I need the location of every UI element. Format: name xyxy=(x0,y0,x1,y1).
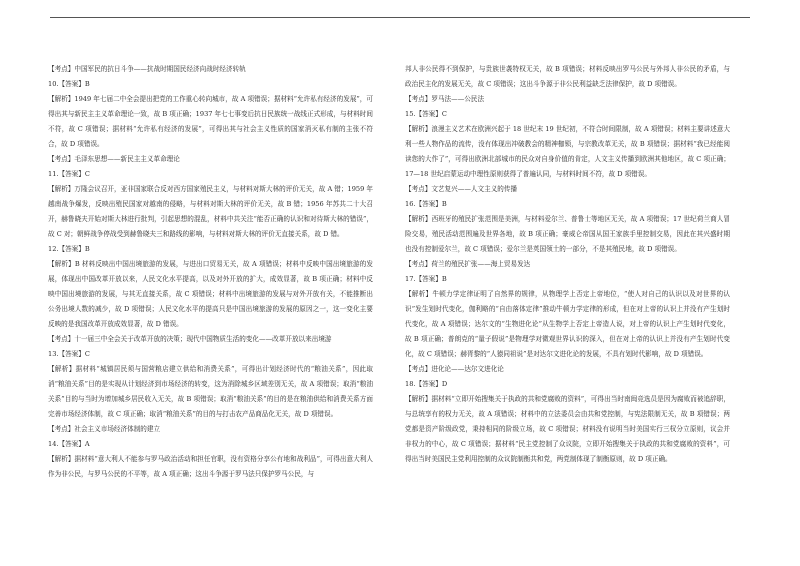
paragraph: 11.【答案】C xyxy=(48,170,90,178)
paragraph: 【解析】牛顿力学定律证明了自然界的规律，从物理学上否定上帝地位，“使人对自己的认识以及对世界的认识”发生划时代变化，伽利略的“自由落体定律”推动牛顿力学定律的形成，但在对上帝的认识上并没有产生划时代变化，故 A 项错误；达尔文的“生物进化论”从生物学上否定上帝造人说，对上帝的认识上产生划时代变化，故 B 项正确；普朗克的“量子假说”是物理学对微观世界认识的深入，但在对上帝的认识上并没有产生划时代变化，故 C 项错误；赫胥黎的“人猿同祖说”是对达尔文进化论的发展，不具有划时代影响，故 D 项错误。 xyxy=(405,290,730,358)
paragraph: 10.【答案】B xyxy=(48,80,90,88)
left-column xyxy=(48,62,373,482)
paragraph: 【解析】据材料“立即开始搜集关于执政的共和党腐败的资料”，可得出当时南闽竞选员是因为腐败而被追辞职，与总统享有的权力无关，故 A 项错误；材料中的立法委员会由共和党控制，与宪法限制无关，故 B 项错误；两党都是资产阶级政党，秉持相同的阶级立场，故 C 项错误；材料没有说明当时美国实行三权分立原则，议会并非权力的中心，故 C 项错误；据材料“民主党控制了众议院，立即开始搜集关于执政的共和党腐败的资料”，可得出当时美国民主党利用控制的众议院制衡共和党，两党制体现了制衡原则，故 D 项正确。 xyxy=(405,395,730,463)
paragraph: 【解析】B 材料反映出中国出境旅游的发展，与进出口贸易无关，故 A 项错误；材料中反映中国出境旅游的发展，体现出中国改革开放以来，人民文化水平提高，以及对外开放的扩大，成效显著，故 B 项正确；材料中反映中国出境旅游的发展，与其无直接关系，故 C 项错误；材料中出境旅游的发展与对外开放有关，不能推断出公务出境人数的减少，故 D 项错误；人民文化水平的提高只是中国出境旅游的发展的原因之一，这一变化主要反映的是我国改革开放成效显著，故 D 错误。 xyxy=(48,260,373,328)
paragraph: 15.【答案】C xyxy=(405,110,447,118)
paragraph: 【考点】进化论——达尔文进化论 xyxy=(405,365,504,373)
paragraph: 【考点】毛泽东思想——新民主主义革命理论 xyxy=(48,155,180,163)
paragraph: 【解析】浪漫主义艺术在欧洲兴起于 18 世纪末 19 世纪初，不符合时间限制，故 A 项错误；材料主要讲述意大利一些人物作品的流传，没有体现出冲破教会的精神枷锁，与宗教改革无关，故 B 项错误；据材料“我已经能阅读您的大作了”，可得出欧洲北部城市的民众对自身价值的肯定，人文主义传播到欧洲其他地区，故 C 项正确；17—18 世纪启蒙运动中理性原则获得了普遍认同，与材料时间不符，故 D 项错误。 xyxy=(405,125,730,178)
paragraph: 【解析】西班牙的殖民扩张范围是美洲，与材料爱尔兰、普鲁士等地区无关，故 A 项错误；17 世纪荷兰商人冒险交易，殖民活动范围遍及世界各地，故 B 项正确；豪威仑帝国从国王家族手里控制交易，因此在其兴盛时期也没有控制爱尔兰，故 C 项错误；爱尔兰是英国领土的一部分，不是其殖民地，故 D 项错误。 xyxy=(405,215,730,253)
paragraph: 【考点】社会主义市场经济体制的建立 xyxy=(48,425,161,433)
paragraph: 【解析】据材料“意大利人不能参与罗马政治活动和担任官职，没有资格分享公有地和战利品”，可得出意大利人作为非公民，与罗马公民的不平等，故 A 项正确；这出斗争源于罗马法只保护罗马公民，与 xyxy=(48,455,373,478)
paragraph: 【解析】万隆会议召开，亚非国家联合反对西方国家殖民主义，与材料对斯大林的评价无关，故 A 错；1959 年越南战争爆发，反映出殖民国家对越南的侵略，与材料对斯大林的评价无关，故 B 错；1956 年苏共二十大召开，赫鲁晓夫开始对斯大林进行批判，引起思想的混乱，材料中共关注“能否正确的认识和对待斯大林的错误”，故 C 对；朝鲜战争停战受到赫鲁晓夫三和路线的影响，与材料对斯大林的评价无直接关系，故 D 错。 xyxy=(48,185,373,238)
paragraph: 【考点】罗马法——公民法 xyxy=(405,95,485,103)
paragraph: 【考点】十一届三中全会关于改革开放的决策；现代中国物质生活的变化——改革开放以来出境游 xyxy=(48,335,332,343)
paragraph: 【考点】荷兰的殖民扩张——海上贸易发达 xyxy=(405,260,531,268)
paragraph: 【解析】据材料“城镇居民须与国营粮店建立供给和消费关系”，可得出计划经济时代的“粮油关系”，因此取消“粮油关系”目的是实现从计划经济到市场经济的转变，这为消除城乡区域差别无关，故 A 项错误；取消“粮油关系”目的与当时为增加城乡居民收入无关，故 B 项错误；取消“粮油关系”的目的是在粮油供给和消费关系方面完善市场经济体制，故 C 项正确；取消“粮油关系”的目的与打击农产品商品化无关，故 D 项错误。 xyxy=(48,365,373,418)
paragraph: 13.【答案】C xyxy=(48,350,90,358)
right-column xyxy=(405,62,730,467)
paragraph: 【考点】中国军民的抗日斗争——抗战时期国民经济向战时经济转轨 xyxy=(48,65,246,73)
paragraph: 17.【答案】B xyxy=(405,275,447,283)
header-rule xyxy=(50,17,750,18)
paragraph: 邦人非公民得不到保护，与贵族世袭特权无关，故 B 项错误；材料反映出罗马公民与外邦人非公民的矛盾，与政治民主化的发展无关，故 C 项错误；这出斗争源于非公民利益缺乏法律保护，故 D 项错误。 xyxy=(405,65,730,88)
paragraph: 【解析】1949 年七届二中全会提出把党的工作重心转向城市，故 A 项错误；据材料“允许私有经济的发展”，可得出其与新民主主义革命理论一致，故 B 项正确；1937 年七七事变后抗日民族统一战线正式形成，与材料时间不符，故 C 项错误；据材料“允许私有经济的发展”，可得出其与社会主义性质的国家消灭私有制的主张不符合，故 D 项错误。 xyxy=(48,95,373,148)
paragraph: 16.【答案】B xyxy=(405,200,447,208)
paragraph: 【考点】文艺复兴——人文主义的传播 xyxy=(405,185,518,193)
paragraph: 18.【答案】D xyxy=(405,380,448,388)
paragraph: 14.【答案】A xyxy=(48,440,90,448)
paragraph: 12.【答案】B xyxy=(48,245,90,253)
